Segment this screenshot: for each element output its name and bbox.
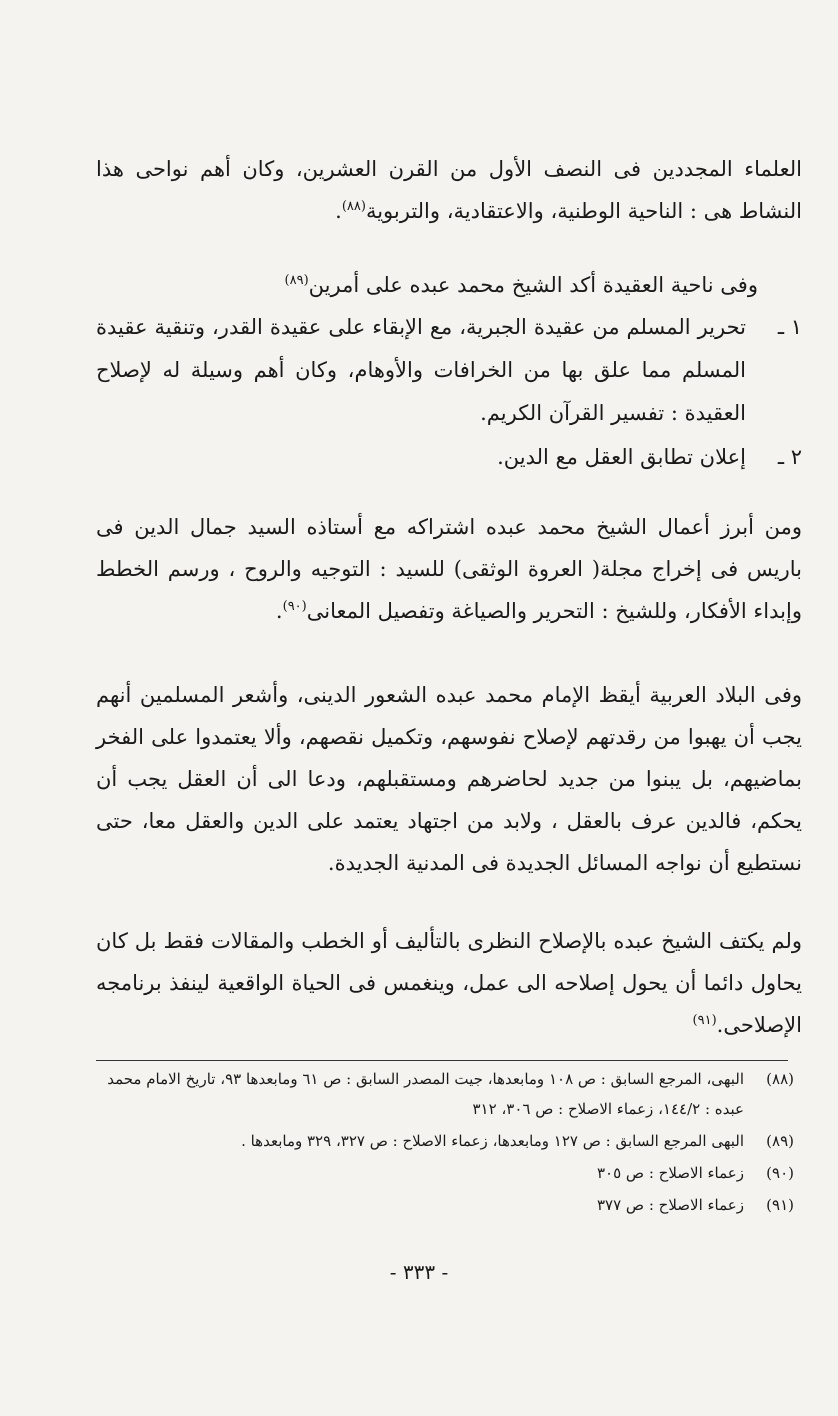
- paragraph-1-text: العلماء المجددين فى النصف الأول من القرن العشرين، وكان أهم نواحى هذا النشاط هى : الناحية الوطنية، والاعتقادية، والتربوية: [96, 157, 802, 223]
- list-item-1: [96, 306, 802, 435]
- paragraph-2: [96, 264, 758, 306]
- footnote-ref-91[interactable]: (٩١): [692, 1013, 717, 1028]
- footnote-88: [96, 1064, 794, 1124]
- footnote-text: زعماء الاصلاح : ص ٣٧٧: [596, 1196, 744, 1214]
- list-item-text: إعلان تطابق العقل مع الدين.: [497, 445, 746, 469]
- paragraph-3-text: ومن أبرز أعمال الشيخ محمد عبده اشتراكه مع أستاذه السيد جمال الدين فى باريس فى إخراج مجلة( العروة الوثقى) للسيد : التوجيه والروح ، ورسم الخطط وإبداء الأفكار، وللشيخ : التحرير والصياغة وتفصيل المعانى: [96, 515, 802, 623]
- footnote-number: (٨٩): [766, 1132, 794, 1150]
- paragraph-2-text: وفى ناحية العقيدة أكد الشيخ محمد عبده على أمرين: [308, 273, 758, 297]
- list-item-text: تحرير المسلم من عقيدة الجبرية، مع الإبقاء على عقيدة القدر، وتنقية عقيدة المسلم مما علق بها من الخرافات والأوهام، وكان أهم وسيلة له لإصلاح العقيدة : تفسير القرآن الكريم.: [96, 315, 746, 425]
- footnote-text: البهى، المرجع السابق : ص ١٠٨ ومابعدها، جيت المصدر السابق : ص ٦١ ومابعدها ٩٣، تاريخ الامام محمد عبده : ١٤٤/٢، زعماء الاصلاح : ص ٣٠٦، ٣١٢: [107, 1070, 744, 1118]
- footnote-ref-90[interactable]: (٩٠): [282, 599, 307, 614]
- paragraph-4-text: وفى البلاد العربية أيقظ الإمام محمد عبده الشعور الدينى، وأشعر المسلمين أنهم يجب أن يهبوا من رقدتهم لإصلاح نفوسهم، وتكميل نقصهم، وألا يعتمدوا على الفخر بماضيهم، بل يبنوا من جديد لحاضرهم ومستقبلهم، ودعا الى أن العقل يجب أن يحكم، فالدين عرف بالعقل ، ولابد من اجتهاد يعتمد على الدين والعقل معا، حتى نستطيع أن نواجه المسائل الجديدة فى المدنية الجديدة.: [96, 683, 802, 875]
- paragraph-5-text: ولم يكتف الشيخ عبده بالإصلاح النظرى بالتأليف أو الخطب والمقالات فقط بل كان يحاول دائما أن يحول إصلاحه الى عمل، وينغمس فى الحياة الواقعية لينفذ برنامجه الإصلاحى.: [96, 929, 802, 1037]
- footnote-89: [96, 1126, 794, 1156]
- footnote-number: (٩١): [766, 1196, 794, 1214]
- paragraph-1-end: .: [335, 199, 342, 223]
- footnote-divider: [96, 1060, 788, 1061]
- footnote-90: [96, 1158, 794, 1188]
- footnote-ref-88[interactable]: (٨٨): [341, 199, 366, 214]
- paragraph-1: [96, 148, 802, 232]
- paragraph-4: [96, 674, 802, 884]
- paragraph-3: [96, 506, 802, 632]
- list-item-2: [96, 436, 802, 479]
- footnote-number: (٨٨): [766, 1070, 794, 1088]
- footnote-text: زعماء الاصلاح : ص ٣٠٥: [596, 1164, 744, 1182]
- list-item-number: ٢ ـ: [777, 445, 802, 469]
- footnote-ref-89[interactable]: (٨٩): [284, 273, 309, 288]
- footnote-number: (٩٠): [766, 1164, 794, 1182]
- list-item-number: ١ ـ: [777, 315, 802, 339]
- paragraph-3-end: .: [275, 599, 283, 623]
- footnote-text: البهى المرجع السابق : ص ١٢٧ ومابعدها، زعماء الاصلاح : ص ٣٢٧، ٣٢٩ ومابعدها .: [241, 1132, 744, 1150]
- page-number: - ٣٣٣ -: [389, 1260, 449, 1284]
- paragraph-5: [96, 920, 802, 1046]
- footnote-91: [96, 1190, 794, 1220]
